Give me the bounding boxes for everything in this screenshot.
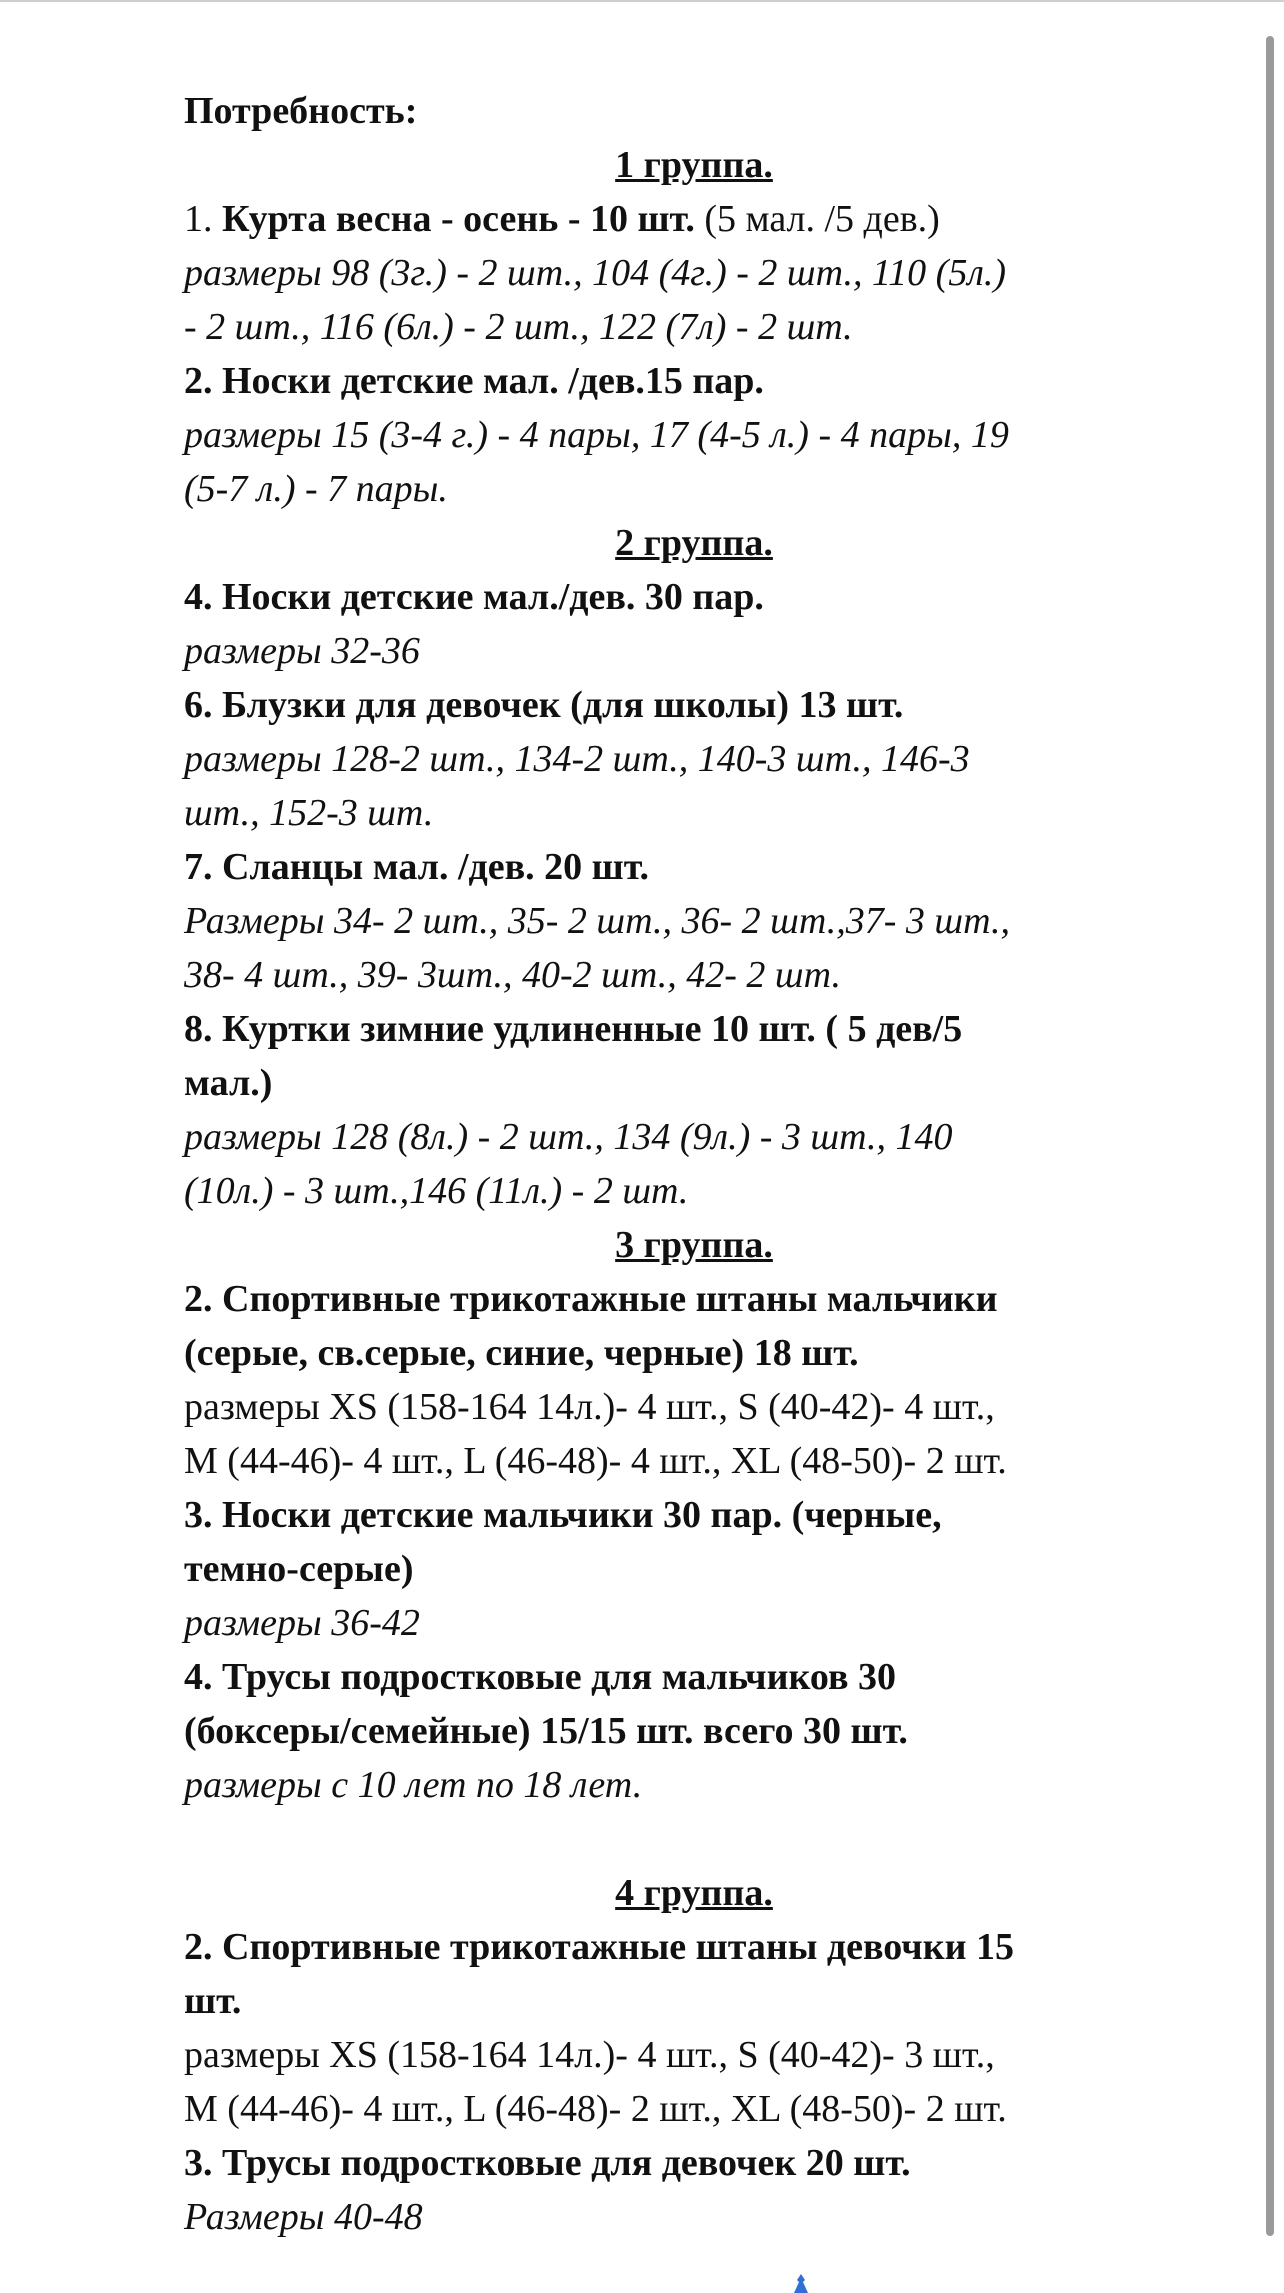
item-sizes: M (44-46)- 4 шт., L (46-48)- 4 шт., XL (48-50)- 2 шт. <box>184 1440 1007 1482</box>
list-item-title: темно-серые) <box>184 1548 414 1590</box>
item-sizes: Размеры 40-48 <box>184 2196 423 2238</box>
item-sizes: Размеры 34- 2 шт., 35- 2 шт., 36- 2 шт.,37- 3 шт., <box>184 900 1010 942</box>
group-3-heading: 3 группа. <box>615 1224 773 1266</box>
page-title: Потребность: <box>184 90 418 132</box>
list-item-title: шт. <box>184 1980 242 2022</box>
list-item-title: 2. Спортивные трикотажные штаны девочки 15 <box>184 1926 1015 1968</box>
list-item-title: 6. Блузки для девочек (для школы) 13 шт. <box>184 684 904 726</box>
item-sizes: 38- 4 шт., 39- 3шт., 40-2 шт., 42- 2 шт. <box>184 954 841 996</box>
group-2-heading: 2 группа. <box>615 522 773 564</box>
vertical-scrollbar[interactable] <box>1266 36 1274 2236</box>
item-sizes: (10л.) - 3 шт.,146 (11л.) - 2 шт. <box>184 1170 689 1212</box>
list-item-title: 2. Носки детские мал. /дев.15 пар. <box>184 360 764 402</box>
group-4-heading: 4 группа. <box>615 1872 773 1914</box>
list-item-title: 3. Трусы подростковые для девочек 20 шт. <box>184 2142 911 2184</box>
spacer <box>184 1812 1194 1866</box>
list-item-title: мал.) <box>184 1062 273 1104</box>
list-item-title: (боксеры/семейные) 15/15 шт. всего 30 шт. <box>184 1710 908 1752</box>
item-sizes: размеры 128-2 шт., 134-2 шт., 140-3 шт., 146-3 <box>184 738 970 780</box>
document-body <box>184 84 1194 2244</box>
list-item-title: 8. Куртки зимние удлиненные 10 шт. ( 5 дев/5 <box>184 1008 963 1050</box>
group-1-heading: 1 группа. <box>615 144 773 186</box>
item-sizes: размеры 128 (8л.) - 2 шт., 134 (9л.) - 3 шт., 140 <box>184 1116 953 1158</box>
item-sizes: размеры 98 (3г.) - 2 шт., 104 (4г.) - 2 шт., 110 (5л.) <box>184 252 1007 294</box>
item-sizes: размеры XS (158-164 14л.)- 4 шт., S (40-42)- 3 шт., <box>184 2034 995 2076</box>
item-sizes: размеры XS (158-164 14л.)- 4 шт., S (40-42)- 4 шт., <box>184 1386 995 1428</box>
item-sizes: размеры 32-36 <box>184 630 420 672</box>
item-extra: (5 мал. /5 дев.) <box>704 198 940 240</box>
item-sizes: M (44-46)- 4 шт., L (46-48)- 2 шт., XL (48-50)- 2 шт. <box>184 2088 1007 2130</box>
list-item-title: 3. Носки детские мальчики 30 пар. (черные, <box>184 1494 942 1536</box>
item-sizes: размеры 15 (3-4 г.) - 4 пары, 17 (4-5 л.) - 4 пары, 19 <box>184 414 1009 456</box>
list-item-title: 2. Спортивные трикотажные штаны мальчики <box>184 1278 998 1320</box>
list-item-title <box>184 192 1194 246</box>
blue-mark-icon <box>790 2272 812 2293</box>
item-sizes: - 2 шт., 116 (6л.) - 2 шт., 122 (7л) - 2 шт. <box>184 306 853 348</box>
list-item-title: (серые, св.серые, синие, черные) 18 шт. <box>184 1332 859 1374</box>
top-divider <box>0 0 1284 2</box>
item-number: 1. <box>184 198 213 240</box>
item-sizes: размеры 36-42 <box>184 1602 420 1644</box>
list-item-title: 4. Носки детские мал./дев. 30 пар. <box>184 576 764 618</box>
item-sizes: размеры с 10 лет по 18 лет. <box>184 1764 643 1806</box>
item-name: Курта весна - осень - 10 шт. <box>222 198 695 240</box>
list-item-title: 4. Трусы подростковые для мальчиков 30 <box>184 1656 896 1698</box>
list-item-title: 7. Сланцы мал. /дев. 20 шт. <box>184 846 650 888</box>
item-sizes: шт., 152-3 шт. <box>184 792 434 834</box>
item-sizes: (5-7 л.) - 7 пары. <box>184 468 448 510</box>
